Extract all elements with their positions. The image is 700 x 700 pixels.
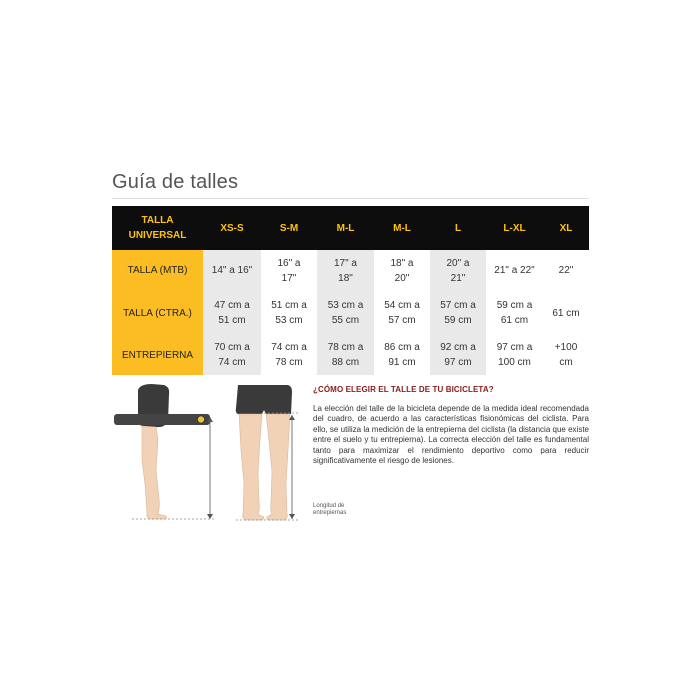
inseam-illustration <box>112 380 302 525</box>
table-cell: 20" a 21" <box>430 250 486 291</box>
table-cell: 59 cm a 61 cm <box>486 291 543 335</box>
side-view-figure <box>114 384 216 519</box>
how-to-choose-body: La elección del talle de la bicicleta depende de la medida ideal recomendada del cuadro, de acuerdo a las características fisionómicas del ciclista. Para ello, se utiliza la medición de la entrepierna del ciclista (la distancia que existe entre el suelo y tu entrepierna). La correcta elección del talle es fundamental tanto para maximizar el rendimiento deportivo como para reducir significativamente el riesgo de lesiones. <box>313 404 589 466</box>
table-cell: 22" <box>543 250 589 291</box>
size-header-row <box>112 206 589 250</box>
table-row <box>112 250 589 291</box>
header-size: XL <box>543 206 589 250</box>
table-cell: 21" a 22" <box>486 250 543 291</box>
table-cell: 86 cm a 91 cm <box>374 335 430 375</box>
header-talla-universal: TALLA UNIVERSAL <box>112 206 203 250</box>
table-cell: 18" a 20" <box>374 250 430 291</box>
front-view-figure <box>236 385 300 520</box>
table-cell: 74 cm a 78 cm <box>261 335 317 375</box>
table-cell: 53 cm a 55 cm <box>317 291 374 335</box>
table-row <box>112 335 589 375</box>
page-title: Guía de talles <box>112 171 239 193</box>
row-label-ctra: TALLA (CTRA.) <box>112 291 203 335</box>
header-size: M-L <box>317 206 374 250</box>
title-divider <box>112 198 589 199</box>
table-cell: 61 cm <box>543 291 589 335</box>
row-label-entrepierna: ENTREPIERNA <box>112 335 203 375</box>
row-label-mtb: TALLA (MTB) <box>112 250 203 291</box>
table-cell: +100 cm <box>543 335 589 375</box>
inseam-caption: Longitud de entrepiernas <box>313 503 347 516</box>
table-cell: 57 cm a 59 cm <box>430 291 486 335</box>
table-cell: 51 cm a 53 cm <box>261 291 317 335</box>
table-cell: 47 cm a 51 cm <box>203 291 261 335</box>
header-size: L <box>430 206 486 250</box>
how-to-choose-title: ¿CÓMO ELEGIR EL TALLE DE TU BICICLETA? <box>313 385 494 394</box>
table-cell: 70 cm a 74 cm <box>203 335 261 375</box>
header-size: S-M <box>261 206 317 250</box>
header-size: L-XL <box>486 206 543 250</box>
table-cell: 14" a 16" <box>203 250 261 291</box>
table-cell: 17" a 18" <box>317 250 374 291</box>
how-to-choose-section <box>313 385 589 466</box>
table-cell: 54 cm a 57 cm <box>374 291 430 335</box>
header-size: XS-S <box>203 206 261 250</box>
table-cell: 92 cm a 97 cm <box>430 335 486 375</box>
table-cell: 16" a 17" <box>261 250 317 291</box>
table-cell: 78 cm a 88 cm <box>317 335 374 375</box>
header-size: M-L <box>374 206 430 250</box>
table-cell: 97 cm a 100 cm <box>486 335 543 375</box>
table-row <box>112 291 589 335</box>
size-table <box>112 206 589 375</box>
